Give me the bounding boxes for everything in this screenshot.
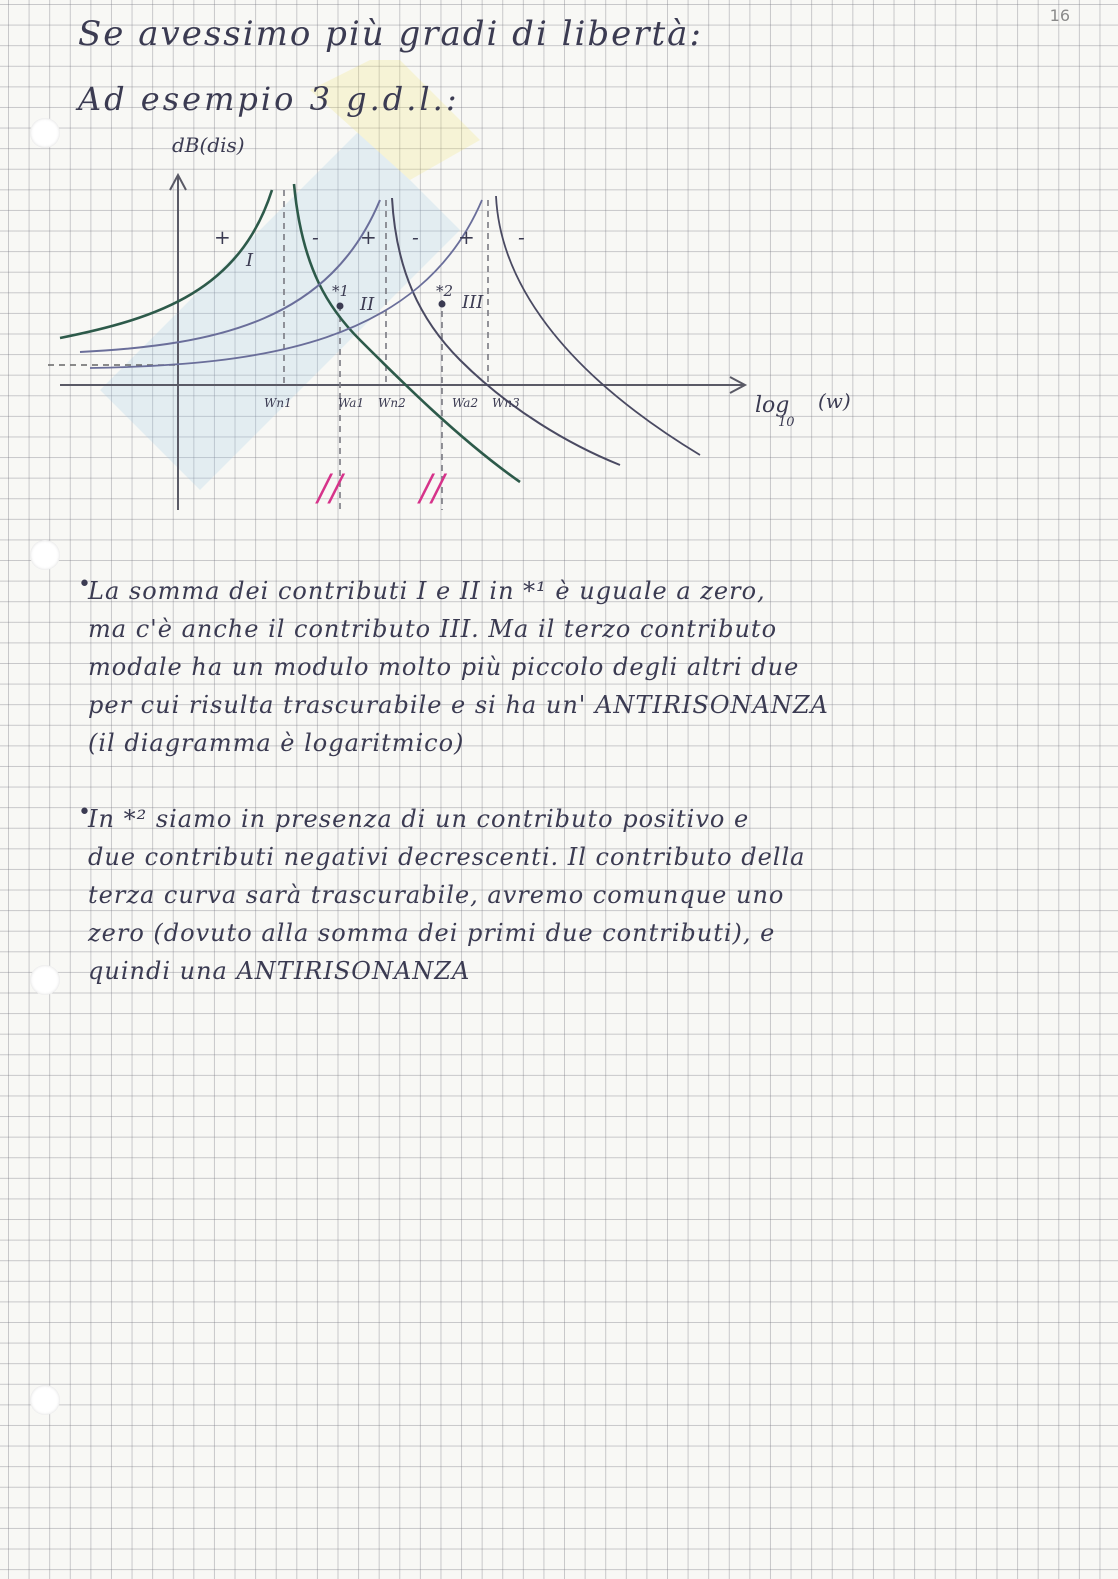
sign-label: - <box>312 225 319 249</box>
intersection-point <box>439 301 446 308</box>
curve-label-III: III <box>462 292 484 313</box>
curve-I-right <box>294 184 520 482</box>
sign-label: + <box>360 225 377 249</box>
bullet: • <box>78 572 91 597</box>
text-line: modale ha un modulo molto più piccolo degli altri due <box>88 653 800 681</box>
sign-label: - <box>412 225 419 249</box>
sign-label: + <box>458 225 475 249</box>
page-number: 16 <box>1049 6 1070 25</box>
text-line: zero (dovuto alla somma dei primi due contributi), e <box>88 919 776 947</box>
curve-III-left <box>90 200 482 368</box>
text-line: (il diagramma è logaritmico) <box>88 729 465 757</box>
curve-I-left <box>60 190 272 338</box>
bullet: • <box>78 800 91 825</box>
sign-label: - <box>518 225 525 249</box>
tick-label: Wa2 <box>452 396 479 410</box>
tick-label: Wn1 <box>264 396 292 410</box>
text-line: La somma dei contributi I e II in *¹ è uguale a zero, <box>88 577 766 605</box>
punch-hole <box>30 965 60 995</box>
punch-hole <box>30 1385 60 1415</box>
pink-mark: // <box>318 468 343 509</box>
tick-label: Wn3 <box>492 396 520 410</box>
paragraph-2 <box>78 800 1048 990</box>
text-line: terza curva sarà trascurabile, avremo comunque uno <box>88 881 785 909</box>
text-line: per cui risulta trascurabile e si ha un' ANTIRISONANZA <box>88 691 829 719</box>
paragraph-1 <box>78 572 1048 762</box>
pink-mark: // <box>420 468 445 509</box>
curve-label-I: I <box>246 250 254 271</box>
page-subtitle: Ad esempio 3 g.d.l.: <box>78 80 460 118</box>
curve-II-right <box>392 198 620 465</box>
x-axis-sub: 10 <box>778 415 795 430</box>
curve-label-II: II <box>360 294 375 315</box>
sign-label: + <box>214 225 231 249</box>
text-line: ma c'è anche il contributo III. Ma il terzo contributo <box>88 615 778 643</box>
curve-II-left <box>80 200 380 352</box>
y-axis-label: dB(dis) <box>172 133 245 157</box>
text-line: quindi una ANTIRISONANZA <box>88 957 471 985</box>
star-label-1: *1 <box>332 282 350 300</box>
intersection-point <box>337 303 344 310</box>
tick-label: Wa1 <box>338 396 365 410</box>
page-title: Se avessimo più gradi di libertà: <box>78 14 703 54</box>
frf-diagram <box>0 0 1118 560</box>
star-label-2: *2 <box>436 282 454 300</box>
curve-III-right <box>496 196 700 455</box>
text-line: due contributi negativi decrescenti. Il contributo della <box>88 843 806 871</box>
tick-label: Wn2 <box>378 396 406 410</box>
x-axis-label: log <box>755 393 790 418</box>
x-axis-arg: (w) <box>818 389 851 413</box>
text-line: In *² siamo in presenza di un contributo positivo e <box>88 805 750 833</box>
